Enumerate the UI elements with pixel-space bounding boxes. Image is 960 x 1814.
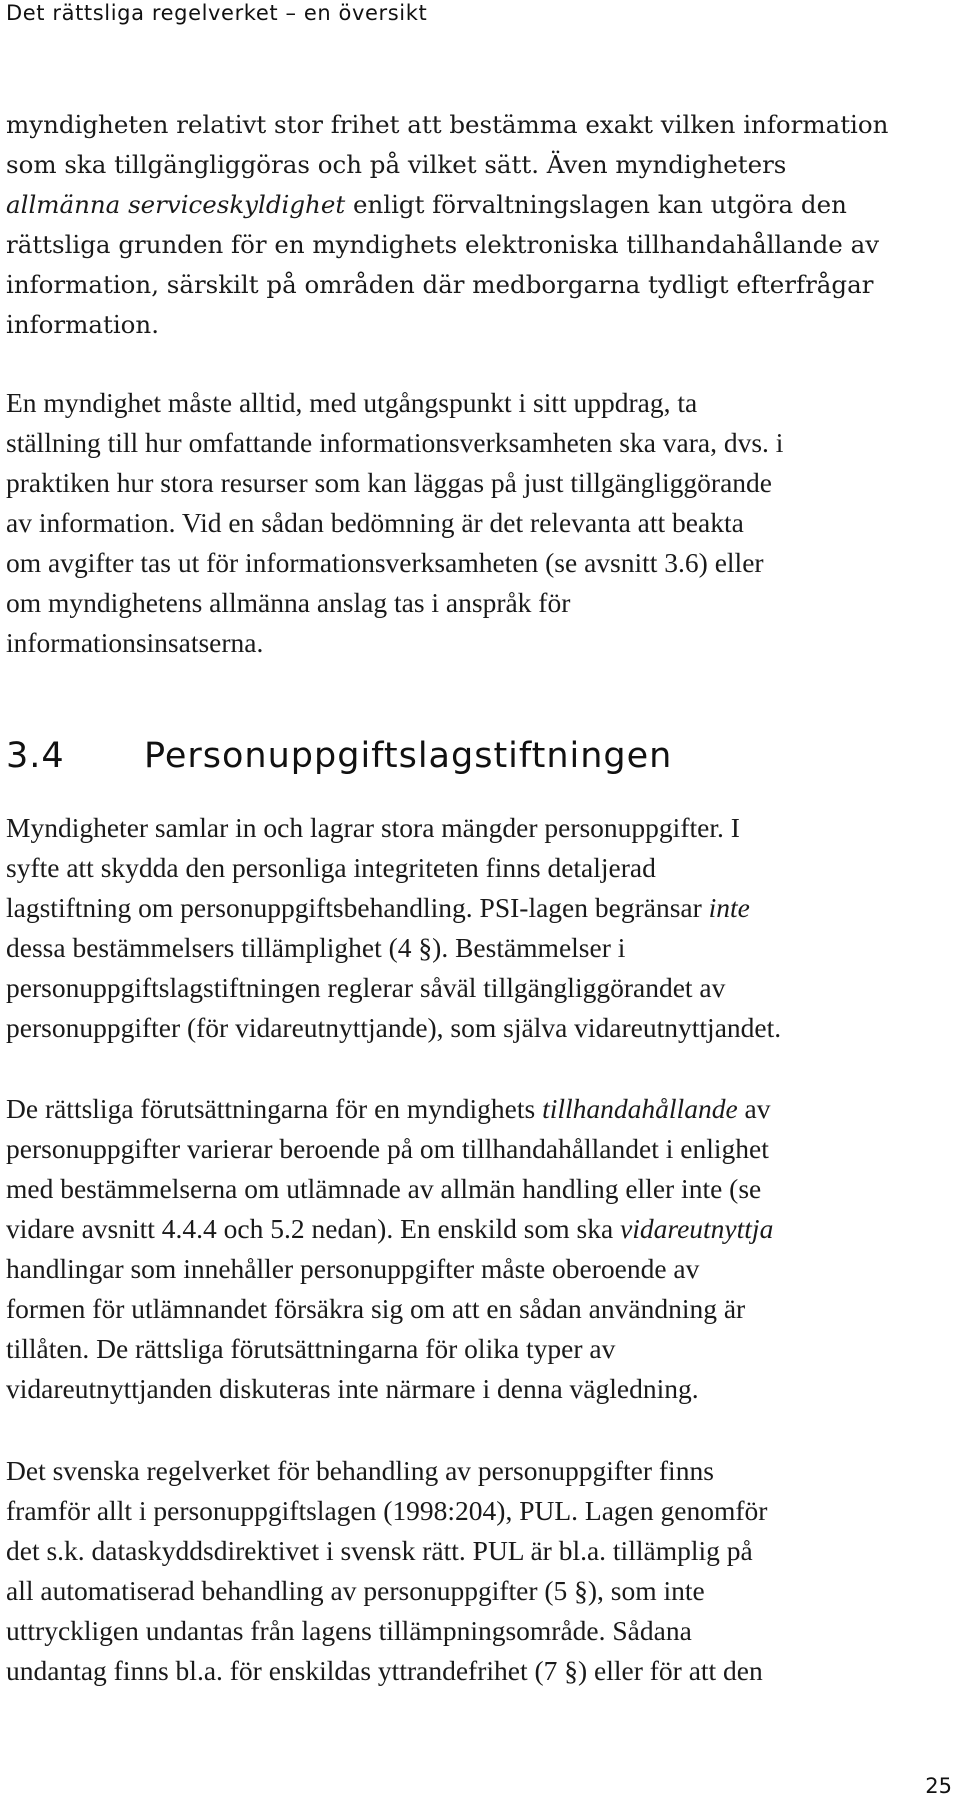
text-line: formen för utlämnandet försäkra sig om att en sådan användning är [6,1293,746,1324]
text-fragment: De rättsliga förutsättningarna för en myndighets [6,1093,543,1124]
text-line [6,1089,773,1129]
paragraph-intro-continuation [6,105,888,345]
running-header: Det rättsliga regelverket – en översikt [6,1,428,25]
text-line: personuppgifter (för vidareutnyttjande), som själva vidareutnyttjandet. [6,1012,782,1043]
text-fragment: av [737,1093,771,1124]
text-line: information. [6,310,159,339]
paragraph-swedish-regulation [6,1451,767,1691]
paragraph-legal-conditions [6,1089,773,1409]
text-line: om avgifter tas ut för informationsverksamheten (se avsnitt 3.6) eller [6,547,764,578]
text-line: praktiken hur stora resurser som kan läggas på just tillgängliggörande [6,467,772,498]
text-fragment: lagstiftning om personuppgiftsbehandling. PSI-lagen begränsar [6,892,709,923]
text-line: tillåten. De rättsliga förutsättningarna för olika typer av [6,1333,616,1364]
text-fragment: enligt förvaltningslagen kan utgöra den [345,190,847,219]
paragraph-personal-data-intro [6,808,781,1048]
text-line: information, särskilt på områden där medborgarna tydligt efterfrågar [6,270,874,299]
text-line: undantag finns bl.a. för enskildas yttrandefrihet (7 §) eller för att den [6,1655,763,1686]
emphasis-text: allmänna serviceskyldighet [6,190,346,219]
text-line: informationsinsatserna. [6,627,264,658]
text-line: dessa bestämmelsers tillämplighet (4 §). Bestämmelser i [6,932,626,963]
text-line [6,185,888,225]
text-line: all automatiserad behandling av personuppgifter (5 §), som inte [6,1575,705,1606]
text-line: personuppgiftslagstiftningen reglerar såväl tillgängliggörandet av [6,972,726,1003]
section-number: 3.4 [6,736,65,776]
emphasis-text: vidareutnyttja [620,1213,774,1244]
text-fragment: vidare avsnitt 4.4.4 och 5.2 nedan). En enskild som ska [6,1213,621,1244]
text-line [6,888,781,928]
text-line [6,1209,773,1249]
section-title: Personuppgiftslagstiftningen [144,736,673,776]
text-line: framför allt i personuppgiftslagen (1998:204), PUL. Lagen genomför [6,1495,768,1526]
text-line: Myndigheter samlar in och lagrar stora mängder personuppgifter. I [6,812,740,843]
emphasis-text: tillhandahållande [542,1093,738,1124]
text-line: handlingar som innehåller personuppgifter måste oberoende av [6,1253,700,1284]
text-line: rättsliga grunden för en myndighets elektroniska tillhandahållande av [6,230,880,259]
text-line: personuppgifter varierar beroende på om tillhandahållandet i enlighet [6,1133,769,1164]
text-line: med bestämmelserna om utlämnade av allmän handling eller inte (se [6,1173,762,1204]
paragraph-information-scope [6,383,783,663]
text-line: uttryckligen undantas från lagens tillämpningsområde. Sådana [6,1615,692,1646]
text-line: av information. Vid en sådan bedömning är det relevanta att beakta [6,507,744,538]
text-line: myndigheten relativt stor frihet att bestämma exakt vilken information [6,110,889,139]
text-line: syfte att skydda den personliga integriteten finns detaljerad [6,852,656,883]
text-line: Det svenska regelverket för behandling av personuppgifter finns [6,1455,714,1486]
text-line: ställning till hur omfattande informationsverksamheten ska vara, dvs. i [6,427,784,458]
text-line: det s.k. dataskyddsdirektivet i svensk rätt. PUL är bl.a. tillämplig på [6,1535,753,1566]
text-line: som ska tillgängliggöras och på vilket sätt. Även myndigheters [6,150,787,179]
emphasis-text: inte [708,892,750,923]
text-line: om myndighetens allmänna anslag tas i anspråk för [6,587,571,618]
page-number: 25 [925,1774,952,1798]
text-line: vidareutnyttjanden diskuteras inte närmare i denna vägledning. [6,1373,699,1404]
text-line: En myndighet måste alltid, med utgångspunkt i sitt uppdrag, ta [6,387,698,418]
section-heading [6,736,672,776]
